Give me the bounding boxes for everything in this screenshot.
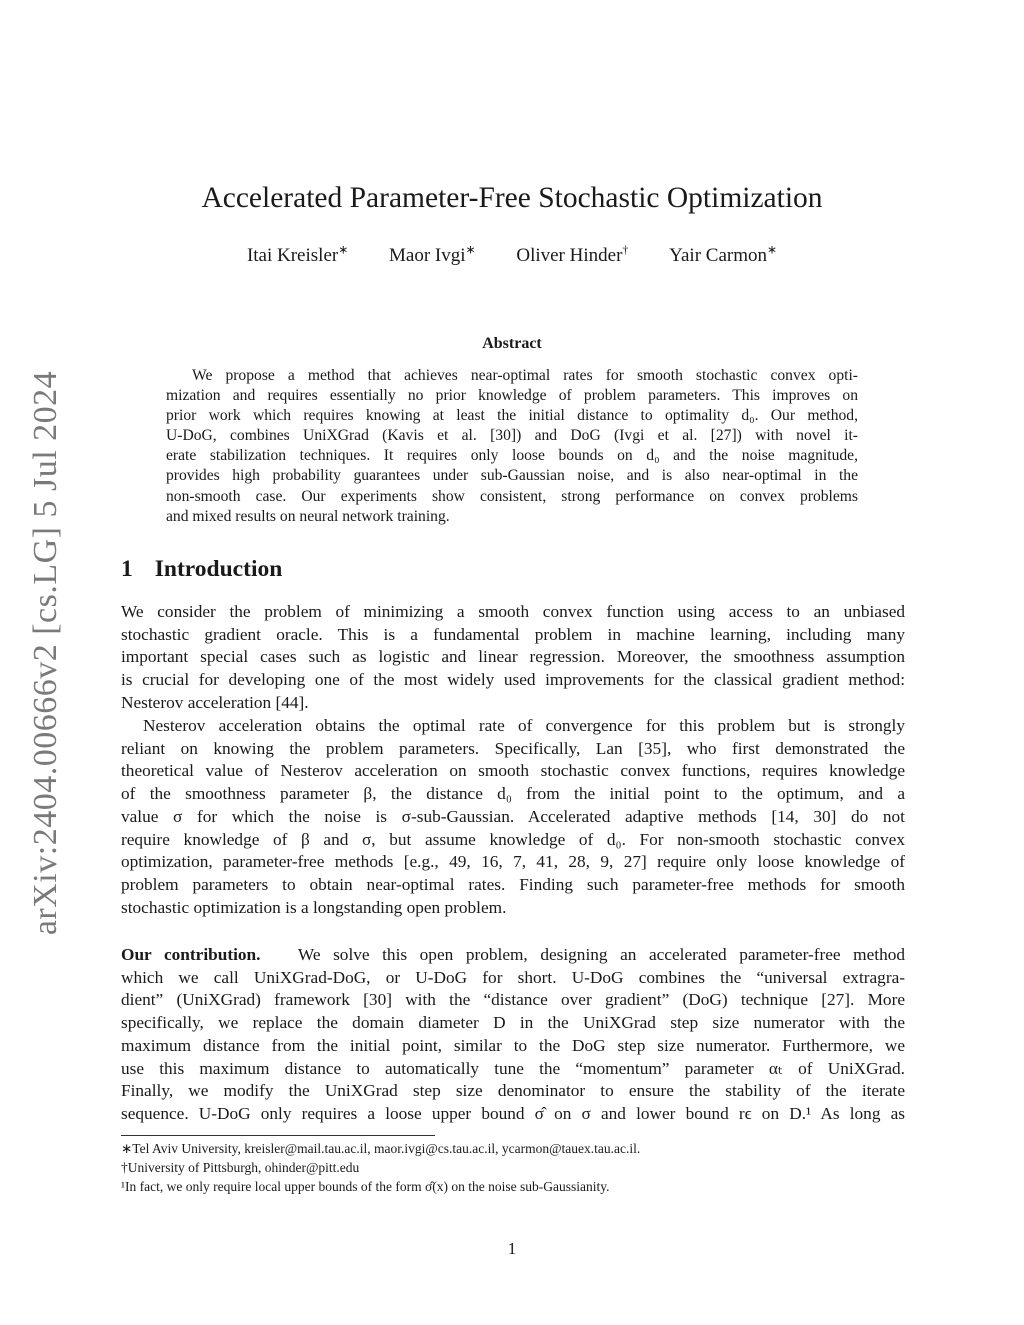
abstract-line: and mixed results on neural network training. <box>166 507 450 525</box>
abstract-line: erate stabilization techniques. It requires only loose bounds on d₀ and the noise magnitude, <box>166 447 858 465</box>
author: Yair Carmon∗ <box>669 243 778 267</box>
body-line: optimization, parameter-free methods [e.g., 49, 16, 7, 41, 28, 9, 27] require only loose knowledge of <box>121 852 905 872</box>
body-line: which we call UniXGrad-DoG, or U-DoG for short. U-DoG combines the “universal extragra- <box>121 967 905 987</box>
paper-title: Accelerated Parameter-Free Stochastic Optimization <box>201 182 823 214</box>
body-line: sequence. U-DoG only requires a loose upper bound σ̂ on σ and lower bound rϵ on D.¹ As long as <box>121 1103 905 1123</box>
body-line: We consider the problem of minimizing a smooth convex function using access to an unbiased <box>121 602 905 621</box>
arxiv-sidebar <box>26 370 66 936</box>
body-line: important special cases such as logistic and linear regression. Moreover, the smoothness assumption <box>121 647 905 667</box>
author: Maor Ivgi∗ <box>389 243 476 267</box>
body-line: use this maximum distance to automatically tune the “momentum” parameter αₜ of UniXGrad. <box>121 1058 905 1078</box>
abstract-line: provides high probability guarantees under sub-Gaussian noise, and is also near-optimal in the <box>166 467 858 485</box>
body-line: reliant on knowing the problem parameters. Specifically, Lan [35], who first demonstrated the <box>121 738 905 758</box>
body-line: Nesterov acceleration obtains the optimal rate of convergence for this problem but is strongly <box>143 716 905 735</box>
body-line: Nesterov acceleration [44]. <box>121 692 309 712</box>
abstract-line: We propose a method that achieves near-optimal rates for smooth stochastic convex opti- <box>192 367 858 384</box>
footnote-affiliation-pitt: †University of Pittsburgh, ohinder@pitt.edu <box>121 1160 360 1175</box>
body-line: require knowledge of β and σ, but assume knowledge of d₀. For non-smooth stochastic convex <box>121 829 905 849</box>
abstract-line: U-DoG, combines UniXGrad (Kavis et al. [30]) and DoG (Ivgi et al. [27]) with novel it- <box>166 427 858 445</box>
author: Itai Kreisler∗ <box>246 243 349 267</box>
paragraph-1 <box>121 601 905 715</box>
page-number: 1 <box>507 1239 517 1258</box>
body-line: of the smoothness parameter β, the distance d₀ from the initial point to the optimum, and a <box>121 784 905 804</box>
section-number: 1 <box>121 556 133 582</box>
body-line: theoretical value of Nesterov acceleration on smooth stochastic convex functions, requires knowledge <box>121 761 905 781</box>
footnote-rule <box>121 1135 435 1136</box>
paragraph-lead: Our contribution. <box>121 945 261 964</box>
abstract-line: mization and requires essentially no prior knowledge of problem parameters. This improves on <box>166 387 858 405</box>
paragraph-2 <box>121 715 905 919</box>
body-line: maximum distance from the initial point, similar to the DoG step size numerator. Furthermore, we <box>121 1035 905 1055</box>
section-title: Introduction <box>154 556 283 582</box>
body-line: stochastic gradient oracle. This is a fundamental problem in machine learning, including many <box>121 624 905 644</box>
author: Oliver Hinder† <box>516 243 629 267</box>
footnote-local-bounds: ¹In fact, we only require local upper bounds of the form σ̂(x) on the noise sub-Gaussianity. <box>121 1179 610 1194</box>
body-line: Our contribution. We solve this open problem, designing an accelerated parameter-free method <box>121 945 905 964</box>
abstract-body <box>166 366 858 527</box>
body-line: stochastic optimization is a longstanding open problem. <box>121 897 507 917</box>
footnote-affiliation-tau: ∗Tel Aviv University, kreisler@mail.tau.ac.il, maor.ivgi@cs.tau.ac.il, ycarmon@tauex.tau.ac.il. <box>121 1141 641 1156</box>
body-line: specifically, we replace the domain diameter D in the UniXGrad step size numerator with the <box>121 1013 905 1033</box>
abstract-line: prior work which requires knowing at least the initial distance to optimality d₀. Our method, <box>166 407 858 425</box>
body-line: Finally, we modify the UniXGrad step size denominator to ensure the stability of the iterate <box>121 1081 905 1101</box>
arxiv-identifier: arXiv:2404.00666v2 [cs.LG] 5 Jul 2024 <box>27 370 64 936</box>
body-line: value σ for which the noise is σ-sub-Gaussian. Accelerated adaptive methods [14, 30] do not <box>121 806 905 826</box>
body-line: problem parameters to obtain near-optimal rates. Finding such parameter-free methods for smooth <box>121 874 905 894</box>
body-line: is crucial for developing one of the most widely used improvements for the classical gradient method: <box>121 670 905 690</box>
abstract-heading: Abstract <box>482 335 542 352</box>
section-heading <box>121 556 282 583</box>
author-list <box>0 243 1024 267</box>
body-line: dient” (UniXGrad) framework [30] with the “distance over gradient” (DoG) technique [27]. More <box>121 990 905 1010</box>
paragraph-3 <box>121 944 905 1126</box>
abstract-line: non-smooth case. Our experiments show consistent, strong performance on convex problems <box>166 487 858 505</box>
